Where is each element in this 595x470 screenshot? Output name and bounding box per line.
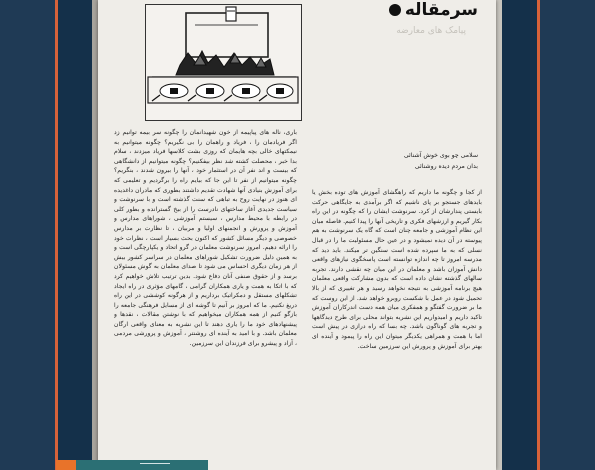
cartoon-drawing <box>146 5 301 120</box>
frame-rule-right <box>537 0 540 470</box>
page-edge-right <box>496 0 502 470</box>
bottom-accent-block <box>56 460 76 470</box>
faded-bleedthrough-heading: پیامک‌ های معارضه <box>396 26 466 36</box>
section-heading <box>389 0 478 20</box>
byline-line-2: بدان مردم دیده روشنائی <box>414 163 478 170</box>
article-column-right: از کجا و چگونه ما داریم که راهگشای آموزش های توده بخش یا بایدهای جستجو بر پای ناشیم که اگر برآمدی به جایگاهی حرکت بایستی پندارشان از کرد. سرنوشت ایشان را که چگونه در این راه بکار گیریم و ارزشهای فکری و تاریخی آنها را پیدا کنیم. فاصله میان این نظام آموزشی و جامعه چنان است که گاه یک سرنوشت به هم پیوسته در آن دیده نمیشود و در عین حال مسئولیت ما را در قبال نسلی که به ما سپرده شده است سنگین تر میکند. باید دید که مدرسه امروز تا چه اندازه توانسته است پاسخگوی نیازهای واقعی دانش آموزان باشد و معلمان در این میان چه نقشی دارند. تجربه سالهای گذشته نشان داده است که بدون مشارکت واقعی معلمان هیچ برنامه آموزشی به نتیجه نخواهد رسید و هر تغییری که از بالا تحمیل شود در عمل با شکست روبرو خواهد شد. از این روست که ما بر ضرورت گفتگو و همفکری میان همه دست اندرکاران آموزش تاکید داریم و امیدواریم این نشریه بتواند محلی برای طرح دیدگاهها و تجربه های گوناگون باشد. چه بسا که راه درازی در پیش است اما با همت و همراهی یکدیگر میتوان این راه را پیمود و آینده ای بهتر برای آموزش و پرورش این سرزمین ساخت. <box>312 189 482 350</box>
heading-text: سرمقاله <box>404 0 478 20</box>
bottom-brand-tab <box>56 460 208 470</box>
byline-line-1: سلامی چو بوی خوش آشنائی <box>403 152 478 159</box>
poem-byline <box>328 150 478 172</box>
bottom-tab-mark <box>140 463 170 464</box>
cartoon-illustration <box>145 4 302 121</box>
article-column-left: باری، ناله های پیاپیمه از خون شهیدانمان را چگونه سر بیمه توانیم زد اگر فریادمان را ، فریاد و راهمان را بی نگیریم؟ چگونه میتوانیم به نیمکتهای خالی بچه هایمان که روزی بشت کلاسها فریاد میزدند ، سلام بدا خبر ، محصلت کشته شد نظر بیفکنیم؟ چگونه میتوانیم از دانشگاهی که بیست و اند نفر آن در استثمار خود ، آنها را بیرون شدند ، بنگریم؟ چگونه میتوانیم از نفر تا این جا که بیایم راه را برگردیم و تعلیمی که برای آموزش بنیادی آنها شهادت تقدیم داشتند بطوری که مادران داغدیده ای هنوز در نهایت روح به تباهی که سنت گذشته است و با سرنوشت و سیاست جدیدی آغاز ساختهای نادرست را از بیخ گسترانده و بطور کلی در رابطه با محیط مدارس ، سیستم آموزشی ، شوراهای مدارس و آموزش و پرورش و انجمنهای اولیا و مربیان ، تا نظارت بر مدارس خصوصی و دیگر مسائل کشور که اکنون بحث بسیار است ، نظرات خود را ارائه دهیم. امروز سرنوشت معلمان در گرو اتحاد و یکپارچگی است و به همین دلیل ضرورت تشکیل شوراهای معلمان در سراسر کشور بیش از هر زمان دیگری احساس می شود تا صدای معلمان به گوش مسئولان برسد و از حقوق صنفی آنان دفاع شود. بدین ترتیب تلاش خواهیم کرد که با اتکا به همت و یاری همکاران گرامی ، گامهای مؤثری در راه ایجاد تشکلهای مستقل و دمکراتیک برداریم و از هرگونه کوششی در این راه دریغ نکنیم. ما که امروز بر آنیم تا گوشه ای از مسایل فرهنگی جامعه را بازگو کنیم از همه همکاران میخواهیم که با نوشتن مقالات ، نقدها و پیشنهادهای خود ما را یاری دهند تا این نشریه به معنای واقعی ارگان معلمان باشد. و با امید به آینده ای روشنتر ، آموزش و پرورشی مردمی ، آزاد و پیشرو برای فرزندان این سرزمین. <box>114 129 297 348</box>
magazine-page <box>98 0 496 470</box>
heading-bullet-icon <box>389 4 401 16</box>
